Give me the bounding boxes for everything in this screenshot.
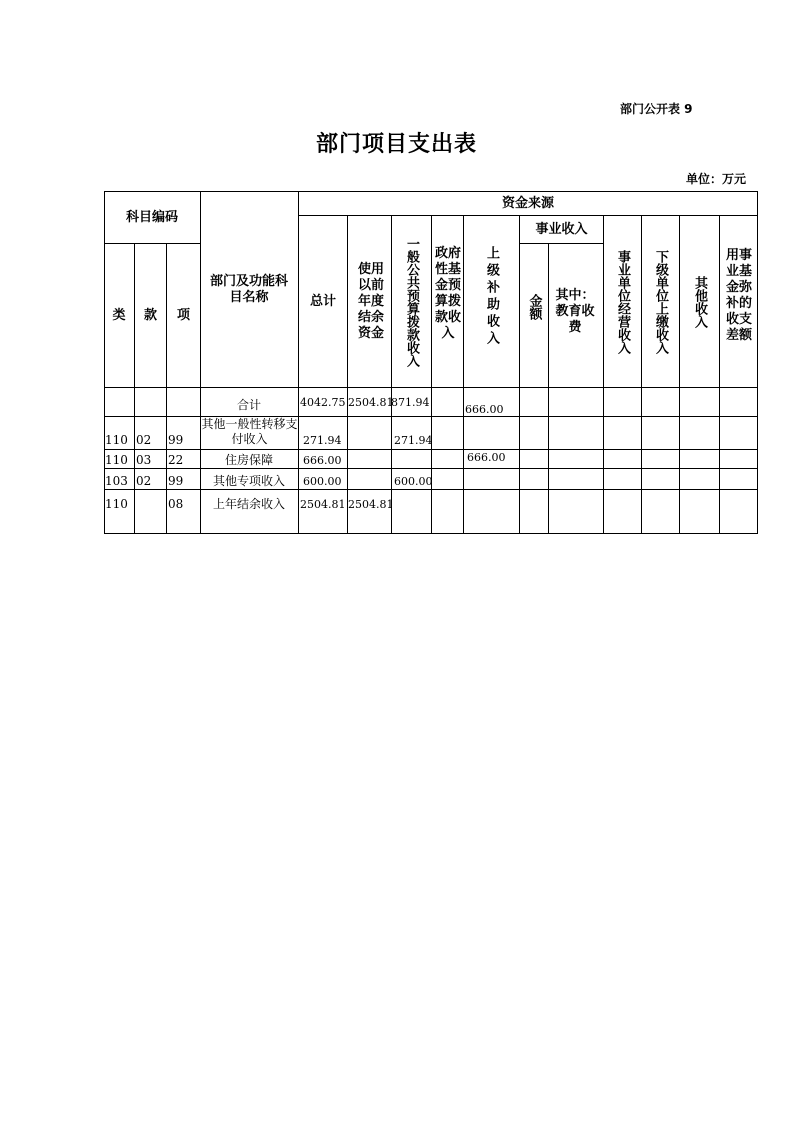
header-prior-balance: 使用以前年度结余资金: [357, 261, 384, 341]
header-fund-balance: 用事业基金弥补的收支差额: [725, 248, 752, 343]
row-superior: 666.00: [467, 451, 506, 464]
row-prior: 2504.81: [348, 498, 394, 511]
row-kuan: 02: [136, 474, 152, 488]
row-name: 上年结余收入: [212, 497, 285, 511]
row-total: 4042.75: [300, 396, 346, 409]
row-xiang: 99: [168, 433, 184, 447]
row-total: 600.00: [303, 475, 342, 488]
header-other-income: 其他收入: [692, 275, 707, 328]
header-fund-source: 资金来源: [501, 196, 554, 211]
row-superior: 666.00: [465, 403, 504, 416]
row-general: 871.94: [391, 396, 430, 409]
header-gov-fund: 政府性基金预算拨款收入: [434, 246, 461, 341]
row-prior: 2504.81: [348, 396, 394, 409]
row-kuan: 02: [136, 433, 152, 447]
header-edu-fee: 其中：教育收费: [555, 288, 595, 335]
header-general-budget: 一般公共预算拨款收入: [404, 236, 419, 367]
row-xiang: 99: [168, 474, 184, 488]
row-name: 其他一般性转移支付收入: [201, 417, 298, 446]
header-amount: 金额: [526, 294, 542, 320]
header-total: 总计: [309, 294, 336, 309]
row-name: 合计: [236, 398, 261, 412]
header-lei: 类: [112, 308, 126, 323]
row-total: 271.94: [303, 434, 342, 447]
unit-label: 单位：万元: [686, 172, 747, 186]
header-subject-code: 科目编码: [125, 210, 178, 225]
row-kuan: 03: [136, 453, 152, 467]
row-general: 271.94: [394, 434, 433, 447]
form-number: 部门公开表 9: [620, 102, 693, 116]
header-lower-level: 下级单位上缴收入: [653, 249, 668, 354]
row-lei: 110: [105, 453, 128, 467]
row-total: 2504.81: [300, 498, 346, 511]
row-xiang: 08: [168, 497, 184, 511]
row-lei: 110: [105, 433, 128, 447]
header-business-income: 事业收入: [535, 222, 588, 237]
row-name: 其他专项收入: [212, 474, 285, 488]
page-title: 部门项目支出表: [315, 132, 477, 157]
row-total: 666.00: [303, 454, 342, 467]
row-xiang: 22: [168, 453, 184, 467]
row-general: 600.00: [394, 475, 433, 488]
row-lei: 110: [105, 497, 128, 511]
row-lei: 103: [105, 474, 128, 488]
header-operating-income: 事业单位经营收入: [615, 249, 630, 354]
header-dept-name: 部门及功能科目名称: [209, 273, 288, 305]
row-name: 住房保障: [224, 453, 273, 467]
header-superior-subsidy: 上级补助收入: [484, 246, 499, 348]
header-kuan: 款: [143, 308, 157, 323]
header-xiang: 项: [176, 308, 190, 323]
